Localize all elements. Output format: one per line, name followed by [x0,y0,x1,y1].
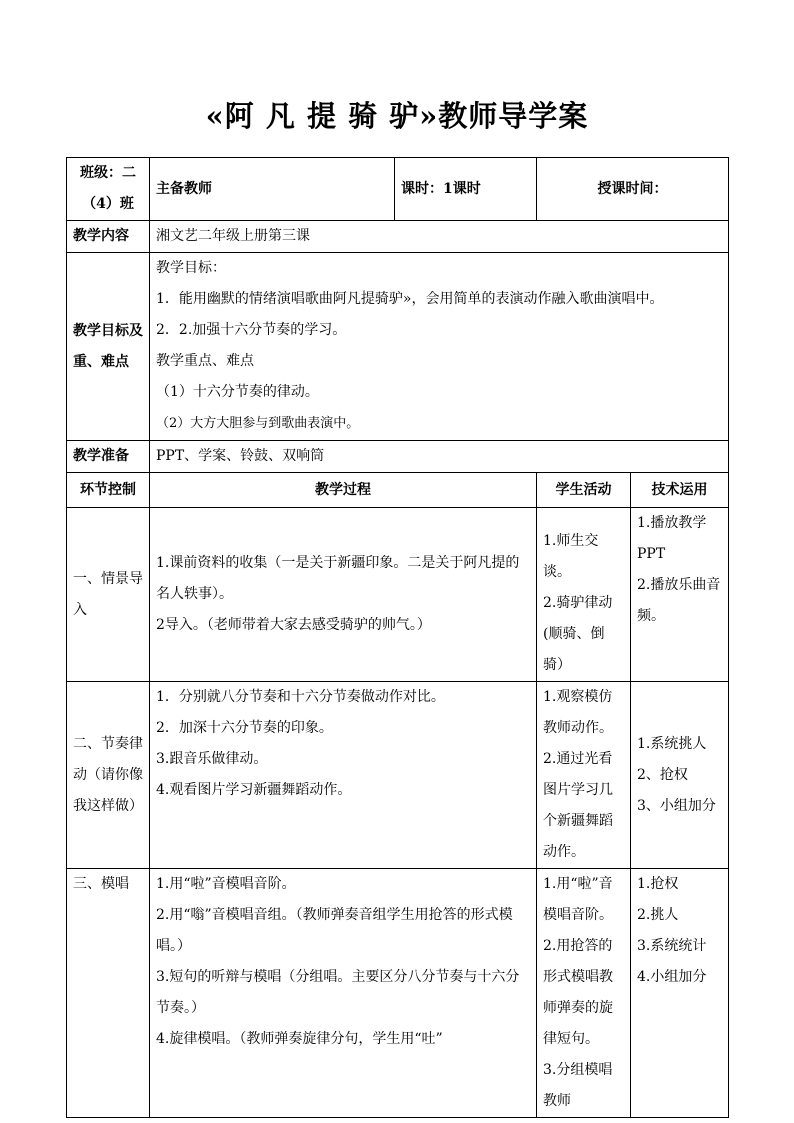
process-cell: 1.课前资料的收集（一是关于新疆印象。二是关于阿凡提的名人轶事）。 2导入。（老师带着大家去感受骑驴的帅气。） [150,508,537,682]
content-value: 湘文艺二年级上册第三课 [150,221,729,253]
student-cell: 1.用“啦”音模唱音阶。 2.用抢答的形式模唱教师弹奏的旋律短句。 3.分组模唱教师 [537,869,631,1118]
hours-cell: 课时：1课时 [395,158,537,221]
stage-cell: 一、情景导入 [67,508,150,682]
goals-label: 教学目标及重、难点 [67,253,150,441]
tech-cell: 1.抢权 2.挑人 3.系统统计 4.小组加分 [631,869,729,1118]
prep-label: 教学准备 [67,441,150,473]
prep-value: PPT、学案、铃鼓、双响筒 [150,441,729,473]
student-cell: 1.观察模仿教师动作。 2.通过光看图片学习几个新疆舞蹈动作。 [537,682,631,869]
tech-cell: 1.系统挑人 2、抢权 3、小组加分 [631,682,729,869]
table-row [67,869,729,1118]
col-tech-header: 技术运用 [631,473,729,508]
table-row [67,682,729,869]
tech-cell: 1.播放教学PPT 2.播放乐曲音频。 [631,508,729,682]
content-label: 教学内容 [67,221,150,253]
page-title: «阿 凡 提 骑 驴»教师导学案 [205,99,589,133]
time-cell: 授课时间： [537,158,729,221]
table-row [67,508,729,682]
goals-value: 教学目标： 1．能用幽默的情绪演唱歌曲阿凡提骑驴»，会用简单的表演动作融入歌曲演唱中。 2．2.加强十六分节奏的学习。 教学重点、难点 （1）十六分节奏的律动。 （2）大方大胆参与到歌曲表演中。 [150,253,729,441]
process-cell: 1.用“啦”音模唱音阶。 2.用“嗡”音模唱音组。（教师弹奏音组学生用抢答的形式模唱。） 3.短句的听辩与模唱（分组唱。主要区分八分节奏与十六分节奏。） 4.旋律模唱。（教师弹奏旋律分句，学生用“吐” [150,869,537,1118]
stage-cell: 二、节奏律动（请你像我这样做） [67,682,150,869]
class-cell: 班级：二（4）班 [67,158,150,221]
col-process-header: 教学过程 [150,473,537,508]
stage-cell: 三、模唱 [67,869,150,1118]
col-student-header: 学生活动 [537,473,631,508]
teacher-cell: 主备教师 [150,158,395,221]
process-cell: 1．分别就八分节奏和十六分节奏做动作对比。 2．加深十六分节奏的印象。 3.跟音乐做律动。 4.观看图片学习新疆舞蹈动作。 [150,682,537,869]
student-cell: 1.师生交谈。 2.骑驴律动(顺骑、倒骑） [537,508,631,682]
col-stage-header: 环节控制 [67,473,150,508]
lesson-plan-table [66,157,729,1118]
